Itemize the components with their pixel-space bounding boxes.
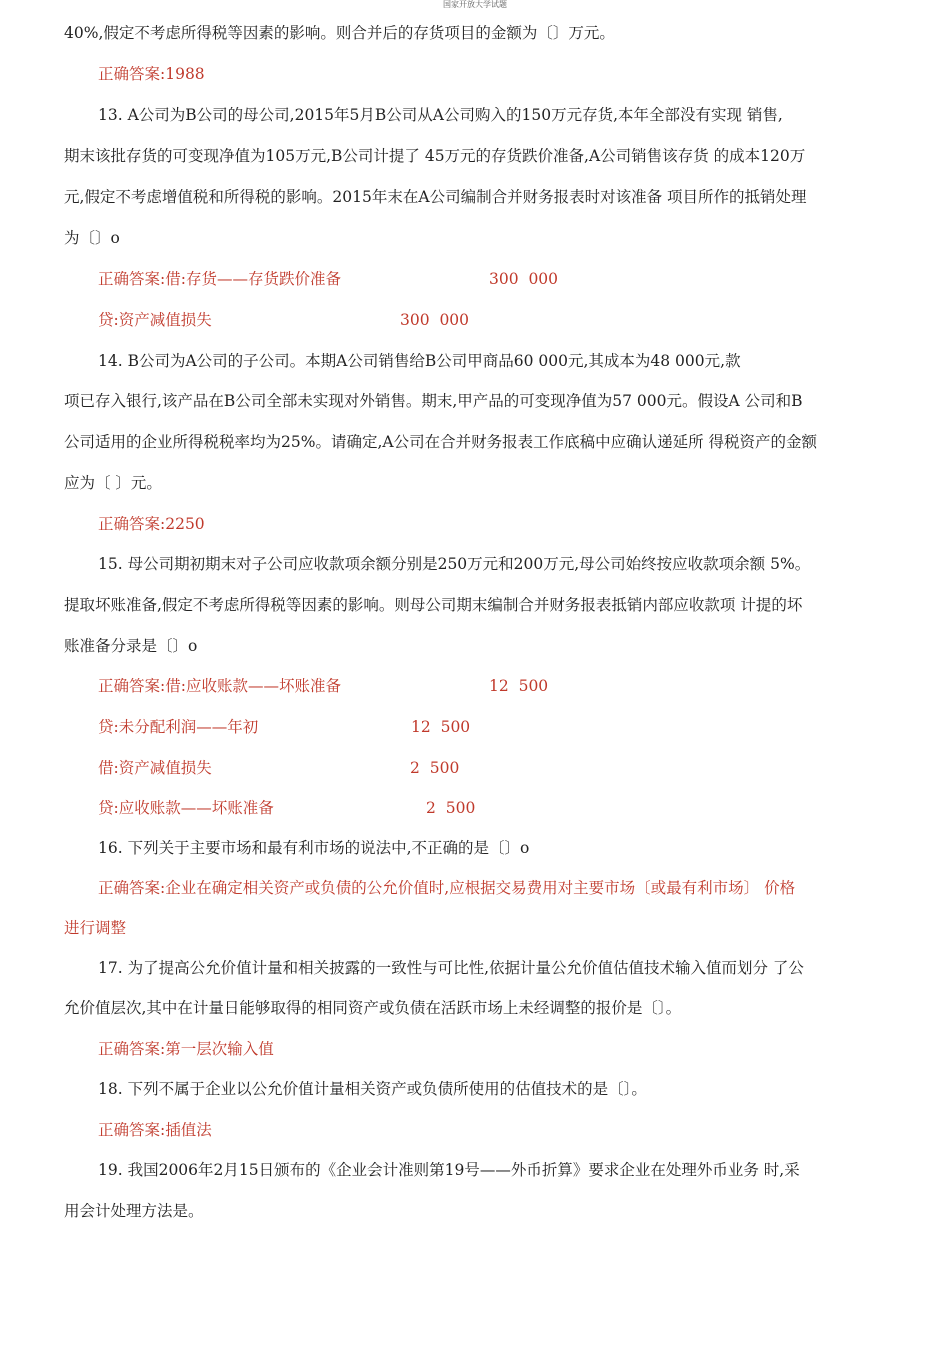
question-14-line-3: 公司适用的企业所得税税率均为25%。请确定,A公司在合并财务报表工作底稿中应确认递延所 得税资产的金额 [64, 433, 818, 451]
entry-text: 贷:应收账款——坏账准备 [98, 799, 274, 817]
question-12-answer: 正确答案:1988 [98, 65, 205, 83]
entry-amount: 2 500 [426, 799, 476, 817]
entry-text: 正确答案:借:应收账款——坏账准备 [98, 677, 341, 695]
question-17-answer: 正确答案:第一层次输入值 [98, 1040, 274, 1058]
question-14-line-2: 项已存入银行,该产品在B公司全部未实现对外销售。期末,甲产品的可变现净值为57 000元。假设A 公司和B [64, 392, 803, 410]
entry-amount: 300 000 [489, 270, 559, 288]
question-15-line-2: 提取坏账准备,假定不考虑所得税等因素的影响。则母公司期末编制合并财务报表抵销内部应收款项 计提的坏 [64, 596, 803, 614]
question-13-line-1: 13. A公司为B公司的母公司,2015年5月B公司从A公司购入的150万元存货,本年全部没有实现 销售, [98, 106, 783, 124]
entry-amount: 12 500 [411, 718, 471, 736]
question-14-line-4: 应为〔 〕元。 [64, 474, 162, 492]
entry-amount: 2 500 [410, 759, 460, 777]
question-17-line-1: 17. 为了提高公允价值计量和相关披露的一致性与可比性,依据计量公允价值估值技术输入值而划分 了公 [98, 959, 804, 977]
question-13-line-2: 期末该批存货的可变现净值为105万元,B公司计提了 45万元的存货跌价准备,A公司销售该存货 的成本120万 [64, 147, 806, 165]
question-13-answer-2 [98, 310, 470, 330]
page-header: 国家开放大学试题 [443, 0, 507, 9]
question-14-line-1: 14. B公司为A公司的子公司。本期A公司销售给B公司甲商品60 000元,其成本为48 000元,款 [98, 352, 741, 370]
question-18-answer: 正确答案:插值法 [98, 1121, 212, 1139]
entry-amount: 12 500 [489, 677, 549, 695]
question-15-answer-1 [98, 676, 549, 696]
question-15-line-3: 账准备分录是〔〕o [64, 637, 198, 655]
question-16-answer-1: 正确答案:企业在确定相关资产或负债的公允价值时,应根据交易费用对主要市场〔或最有利市场〕 价格 [98, 879, 796, 897]
question-19-line-1: 19. 我国2006年2月15日颁布的《企业会计准则第19号——外币折算》要求企业在处理外币业务 时,采 [98, 1161, 800, 1179]
question-19-line-2: 用会计处理方法是。 [64, 1202, 204, 1220]
question-16-answer-2: 进行调整 [64, 919, 127, 937]
question-15-answer-4 [98, 798, 476, 818]
entry-text: 正确答案:借:存货——存货跌价准备 [98, 270, 341, 288]
entry-text: 贷:资产减值损失 [98, 311, 212, 329]
question-13-line-4: 为〔〕o [64, 229, 120, 247]
question-17-line-2: 允价值层次,其中在计量日能够取得的相同资产或负债在活跃市场上未经调整的报价是〔〕。 [64, 999, 682, 1017]
question-14-answer: 正确答案:2250 [98, 515, 205, 533]
entry-text: 贷:未分配利润——年初 [98, 718, 259, 736]
question-15-answer-2 [98, 717, 471, 737]
question-18-line-1: 18. 下列不属于企业以公允价值计量相关资产或负债所使用的估值技术的是〔〕。 [98, 1080, 647, 1098]
question-15-answer-3 [98, 758, 460, 778]
entry-text: 借:资产减值损失 [98, 759, 212, 777]
question-13-line-3: 元,假定不考虑增值税和所得税的影响。2015年末在A公司编制合并财务报表时对该准备 项目所作的抵销处理 [64, 188, 807, 206]
entry-amount: 300 000 [400, 311, 470, 329]
question-15-line-1: 15. 母公司期初期末对子公司应收款项余额分别是250万元和200万元,母公司始终按应收款项余额 5%。 [98, 555, 811, 573]
question-16-line-1: 16. 下列关于主要市场和最有利市场的说法中,不正确的是〔〕o [98, 839, 530, 857]
question-12-text: 40%,假定不考虑所得税等因素的影响。则合并后的存货项目的金额为〔〕万元。 [64, 24, 615, 42]
question-13-answer-1 [98, 269, 559, 289]
